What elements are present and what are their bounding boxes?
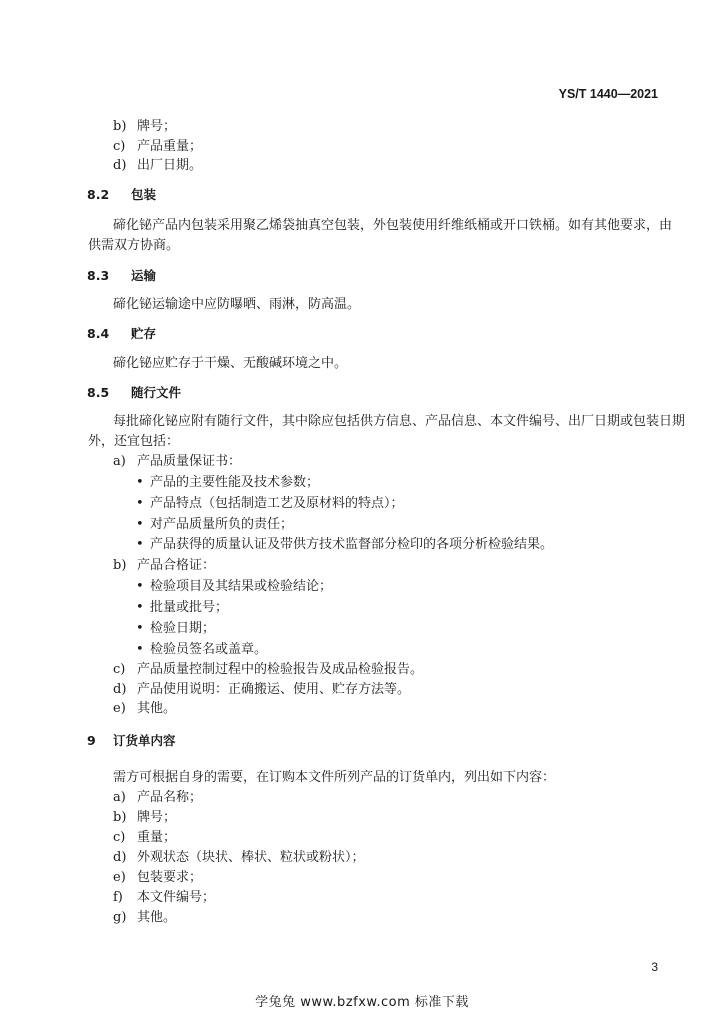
paragraph-line: 每批碲化铋应附有随行文件，其中除应包括供方信息、产品信息、本文件编号、出厂日期或包装日期 xyxy=(113,414,686,429)
list-item xyxy=(113,680,410,700)
document-code: YS/T 1440—2021 xyxy=(558,87,658,101)
paragraph: 碲化铋应贮存于干燥、无酸碱环境之中。 xyxy=(113,356,348,371)
list-label: f) xyxy=(113,890,123,905)
bullet-text: 检验员签名或盖章。 xyxy=(150,642,268,657)
list-label: d) xyxy=(113,158,127,173)
paragraph-line: 供需双方协商。 xyxy=(88,238,180,253)
bullet-icon: • xyxy=(136,537,144,552)
paragraph: 需方可根据自身的需要，在订购本文件所列产品的订货单内，列出如下内容： xyxy=(113,770,556,785)
list-item xyxy=(113,808,176,828)
list-text: 产品名称； xyxy=(137,790,203,805)
bullet-text: 对产品质量所负的责任； xyxy=(150,517,294,532)
bullet-item xyxy=(136,535,553,555)
list-label: b) xyxy=(113,119,127,134)
paragraph-line: 外，还宜包括： xyxy=(88,434,180,449)
section-title: 包装 xyxy=(131,187,157,202)
section-number: 8.4 xyxy=(87,326,110,341)
bullet-icon: • xyxy=(136,517,144,532)
bullet-item xyxy=(136,515,293,535)
list-text: 包装要求； xyxy=(137,870,203,885)
list-label: g) xyxy=(113,910,127,925)
section-title: 贮存 xyxy=(131,326,157,341)
list-text: 产品使用说明：正确搬运、使用、贮存方法等。 xyxy=(137,682,411,697)
section-heading-9 xyxy=(87,731,176,751)
list-item xyxy=(113,156,202,176)
section-title: 运输 xyxy=(131,268,157,283)
section-heading-8-5 xyxy=(87,383,181,403)
list-text: 本文件编号； xyxy=(137,890,216,905)
list-item xyxy=(113,452,241,472)
section-number: 9 xyxy=(87,733,96,748)
list-text: 重量； xyxy=(137,830,177,845)
list-text: 产品重量； xyxy=(137,139,203,154)
bullet-text: 产品特点（包括制造工艺及原材料的特点）； xyxy=(150,496,404,511)
bullet-item xyxy=(136,619,215,639)
paragraph-line: 碲化铋产品内包装采用聚乙烯袋抽真空包装，外包装使用纤维纸桶或开口铁桶。如有其他要求，由 xyxy=(113,218,673,233)
bullet-icon: • xyxy=(136,600,144,615)
list-label: c) xyxy=(113,830,126,845)
bullet-item xyxy=(136,494,404,514)
bullet-text: 检验项目及其结果或检验结论； xyxy=(150,579,333,594)
list-text: 其他。 xyxy=(137,701,177,716)
section-number: 8.2 xyxy=(87,187,110,202)
list-item xyxy=(113,556,215,576)
list-text: 产品合格证： xyxy=(137,558,216,573)
list-label: d) xyxy=(113,682,127,697)
page-number: 3 xyxy=(651,960,658,974)
bullet-item xyxy=(136,640,267,660)
list-text: 牌号； xyxy=(137,119,177,134)
list-text: 产品质量控制过程中的检验报告及成品检验报告。 xyxy=(137,662,424,677)
list-label: a) xyxy=(113,454,126,469)
list-label: b) xyxy=(113,558,127,573)
section-heading-8-2 xyxy=(87,185,156,205)
list-item xyxy=(113,137,202,157)
section-title: 随行文件 xyxy=(131,385,182,400)
section-number: 8.3 xyxy=(87,268,110,283)
bullet-item xyxy=(136,577,332,597)
bullet-item xyxy=(136,473,319,493)
bullet-icon: • xyxy=(136,579,144,594)
section-heading-8-4 xyxy=(87,324,156,344)
footer-watermark: 学兔兔 www.bzfxw.com 标准下载 xyxy=(255,995,469,1010)
list-label: b) xyxy=(113,810,127,825)
list-label: e) xyxy=(113,870,126,885)
bullet-icon: • xyxy=(136,642,144,657)
bullet-icon: • xyxy=(136,621,144,636)
section-number: 8.5 xyxy=(87,385,110,400)
list-text: 出厂日期。 xyxy=(137,158,203,173)
list-item xyxy=(113,888,215,908)
list-text: 牌号； xyxy=(137,810,177,825)
paragraph: 碲化铋运输途中应防曝晒、雨淋，防高温。 xyxy=(113,297,361,312)
bullet-text: 批量或批号； xyxy=(150,600,229,615)
list-item xyxy=(113,117,176,137)
list-text: 其他。 xyxy=(137,910,177,925)
list-item xyxy=(113,788,202,808)
list-item xyxy=(113,848,365,868)
bullet-item xyxy=(136,598,228,618)
list-label: d) xyxy=(113,850,127,865)
list-label: a) xyxy=(113,790,126,805)
list-text: 产品质量保证书： xyxy=(137,454,242,469)
list-item xyxy=(113,908,176,928)
list-item xyxy=(113,660,423,680)
list-label: e) xyxy=(113,701,126,716)
list-label: c) xyxy=(113,662,126,677)
list-text: 外观状态（块状、棒状、粒状或粉状）； xyxy=(137,850,365,865)
section-heading-8-3 xyxy=(87,266,156,286)
list-item xyxy=(113,699,176,719)
section-title: 订货单内容 xyxy=(113,733,176,748)
bullet-text: 产品的主要性能及技术参数； xyxy=(150,475,320,490)
bullet-icon: • xyxy=(136,475,144,490)
bullet-text: 检验日期； xyxy=(150,621,216,636)
bullet-icon: • xyxy=(136,496,144,511)
list-item xyxy=(113,868,202,888)
bullet-text: 产品获得的质量认证及带供方技术监督部分检印的各项分析检验结果。 xyxy=(150,537,554,552)
list-item xyxy=(113,828,176,848)
list-label: c) xyxy=(113,139,126,154)
